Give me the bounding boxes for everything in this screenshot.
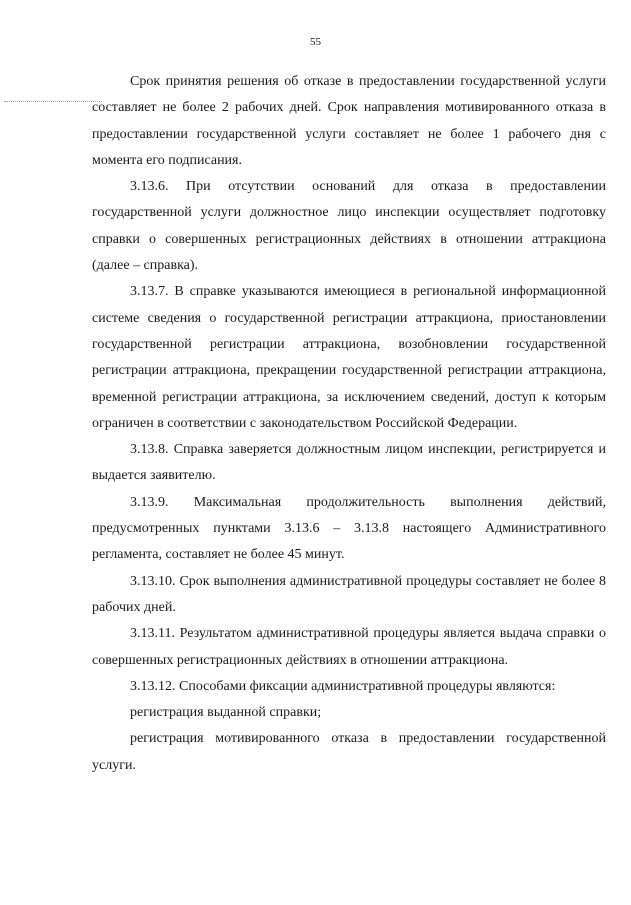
paragraph-3-13-7: 3.13.7. В справке указываются имеющиеся в региональной информационной системе сведения о государственной регистрации аттракциона, приостановлении государственной регистрации аттракциона, возобновлении государственной регистрации аттракциона, прекращении государственной регистрации аттракциона, временной регистрации аттракциона, за исключением сведений, доступ к которым ограничен в соответствии с законодательством Российской Федерации.	[92, 284, 606, 431]
paragraph-refusal-terms: Срок принятия решения об отказе в предоставлении государственной услуги составляет не более 2 рабочих дней. Срок направления мотивированного отказа в предоставлении государственной услуги составляет не более 1 рабочего дня с момента его подписания.	[92, 74, 606, 168]
paragraph-3-13-10: 3.13.10. Срок выполнения административной процедуры составляет не более 8 рабочих дней.	[92, 573, 606, 615]
paragraph-3-13-9: 3.13.9. Максимальная продолжительность выполнения действий, предусмотренных пунктами 3.13.6 – 3.13.8 настоящего Административного регламента, составляет не более 45 минут.	[92, 494, 606, 563]
list-item-issued-certificate: регистрация выданной справки;	[130, 705, 322, 721]
paragraph-3-13-8: 3.13.8. Справка заверяется должностным лицом инспекции, регистрируется и выдается заявителю.	[92, 442, 606, 484]
paragraph-3-13-11: 3.13.11. Результатом административной процедуры является выдача справки о совершенных регистрационных действиях в отношении аттракциона.	[92, 626, 606, 668]
scan-artifact-line	[4, 101, 102, 103]
list-item-refusal-registration: регистрация мотивированного отказа в предоставлении государственной услуги.	[92, 731, 606, 773]
page-number: 55	[310, 36, 321, 48]
document-body	[92, 69, 606, 779]
paragraph-3-13-12: 3.13.12. Способами фиксации административной процедуры являются:	[130, 678, 556, 694]
paragraph-3-13-6: 3.13.6. При отсутствии оснований для отказа в предоставлении государственной услуги должностное лицо инспекции осуществляет подготовку справки о совершенных регистрационных действиях в отношении аттракциона (далее – справка).	[92, 179, 606, 274]
